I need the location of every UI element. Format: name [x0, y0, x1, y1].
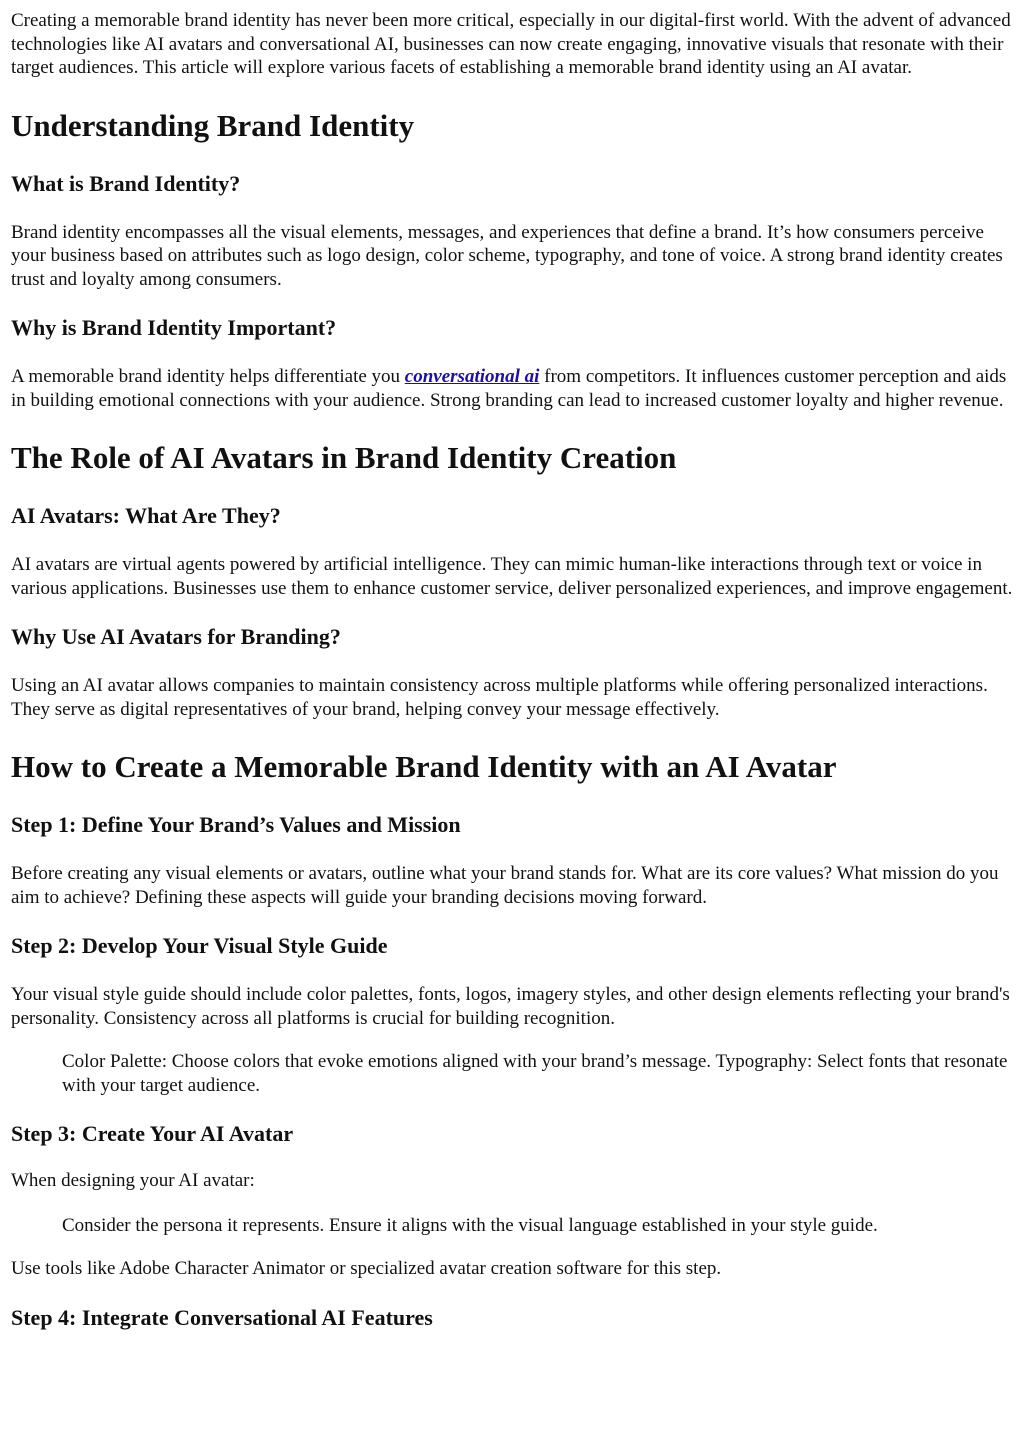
subheading-ai-avatars-what-are-they: AI Avatars: What Are They? — [11, 503, 281, 528]
paragraph-ai-avatars-what-are-they: AI avatars are virtual agents powered by artificial intelligence. They can mimic human-like interactions through text or voice in various applications. Businesses use them to enhance customer service, deliver personalized experiences, and improve engagement. — [11, 554, 1013, 599]
subheading-why-use-ai-avatars: Why Use AI Avatars for Branding? — [11, 624, 341, 649]
paragraph-step-3-tools: Use tools like Adobe Character Animator or specialized avatar creation software for this step. — [11, 1258, 722, 1279]
subheading-step-1: Step 1: Define Your Brand’s Values and Mission — [11, 812, 461, 837]
intro-paragraph: Creating a memorable brand identity has never been more critical, especially in our digital-first world. With the advent of advanced technologies like AI avatars and conversational AI, businesses can now create engaging, innovative visuals that resonate with their target audiences. This article will explore various facets of establishing a memorable brand identity using an AI avatar. — [11, 10, 1011, 78]
paragraph-step-2: Your visual style guide should include color palettes, fonts, logos, imagery styles, and other design elements reflecting your brand's personality. Consistency across all platforms is crucial for building recognition. — [11, 984, 1010, 1029]
quote-step-2: Color Palette: Choose colors that evoke emotions aligned with your brand’s message. Typography: Select fonts that resonate with your target audience. — [62, 1051, 1008, 1096]
subheading-step-2: Step 2: Develop Your Visual Style Guide — [11, 933, 388, 958]
paragraph-why-brand-identity-important — [11, 365, 1013, 412]
paragraph-what-is-brand-identity: Brand identity encompasses all the visual elements, messages, and experiences that define a brand. It’s how consumers perceive your business based on attributes such as logo design, color scheme, typography, and tone of voice. A strong brand identity creates trust and loyalty among consumers. — [11, 221, 1003, 290]
conversational-ai-link[interactable]: conversational ai — [404, 366, 540, 387]
paragraph-step-3: When designing your AI avatar: — [11, 1170, 255, 1191]
paragraph-text-after-link: from competitors. It influences customer perception and aids in building emotional connections with your audience. Strong branding can lead to increased customer loyalty and higher revenue. — [11, 366, 1007, 411]
paragraph-step-1: Before creating any visual elements or avatars, outline what your brand stands for. What are its core values? What mission do you aim to achieve? Defining these aspects will guide your branding decisions moving forward. — [11, 863, 999, 908]
quote-step-3: Consider the persona it represents. Ensure it aligns with the visual language established in your style guide. — [62, 1214, 878, 1236]
paragraph-text-before-link: A memorable brand identity helps differentiate you — [11, 366, 405, 387]
subheading-what-is-brand-identity: What is Brand Identity? — [11, 170, 241, 196]
section-heading-how-to-create: How to Create a Memorable Brand Identity with an AI Avatar — [11, 749, 837, 784]
subheading-step-3: Step 3: Create Your AI Avatar — [11, 1121, 294, 1146]
section-heading-understanding: Understanding Brand Identity — [11, 107, 415, 143]
section-heading-role-of-ai-avatars: The Role of AI Avatars in Brand Identity Creation — [11, 440, 677, 475]
subheading-step-4: Step 4: Integrate Conversational AI Features — [11, 1304, 433, 1330]
subheading-why-brand-identity-important: Why is Brand Identity Important? — [11, 315, 337, 340]
paragraph-why-use-ai-avatars: Using an AI avatar allows companies to maintain consistency across multiple platforms while offering personalized interactions. They serve as digital representatives of your brand, helping convey your message effectively. — [11, 675, 988, 720]
